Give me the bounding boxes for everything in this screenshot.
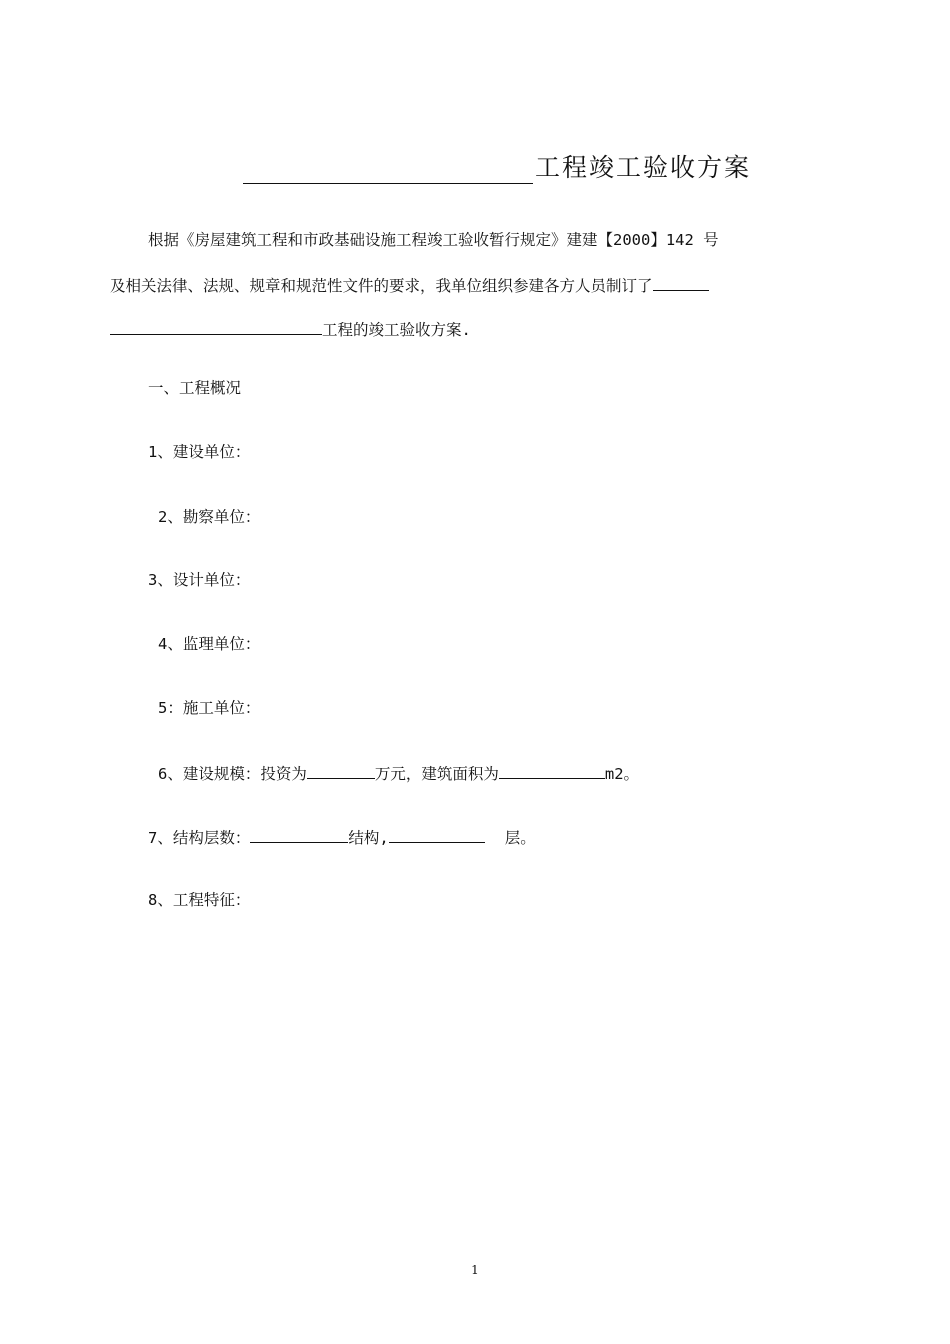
page-number: 1: [471, 1263, 479, 1277]
intro-line-1: 根据《房屋建筑工程和市政基础设施工程竣工验收暂行规定》建建【2000】142 号: [148, 231, 719, 249]
intro-blank-b[interactable]: [110, 318, 322, 335]
intro-line-3-text: 工程的竣工验收方案.: [322, 321, 471, 339]
area-blank[interactable]: [499, 762, 605, 779]
item-construction-scale: [158, 762, 639, 784]
section-heading: 一、工程概况: [148, 379, 242, 397]
project-name-blank[interactable]: [243, 153, 533, 184]
scale-label: 6、建设规模：投资为: [158, 765, 307, 783]
intro-line-2: [110, 274, 709, 296]
floors-unit: 层。: [504, 829, 536, 847]
intro-blank-a[interactable]: [653, 274, 709, 291]
structure-label: 7、结构层数：: [148, 829, 251, 847]
structure-mid: 结构,: [348, 829, 389, 847]
structure-type-blank[interactable]: [250, 826, 348, 843]
investment-blank[interactable]: [307, 762, 375, 779]
floors-blank[interactable]: [389, 826, 485, 843]
intro-line-3: [110, 318, 471, 340]
scale-unit: m2。: [604, 765, 640, 783]
document-title: [243, 144, 751, 184]
item-structure-floors: [148, 826, 536, 848]
intro-paragraph: [110, 230, 845, 340]
item-project-features: 8、工程特征：: [148, 891, 251, 909]
item-design-unit: 3、设计单位：: [148, 571, 251, 589]
item-contractor-unit: 5：施工单位：: [158, 699, 261, 717]
scale-mid: 万元，建筑面积为: [374, 765, 499, 783]
item-construction-unit: 1、建设单位：: [148, 443, 251, 461]
title-text: 工程竣工验收方案: [535, 153, 752, 182]
item-survey-unit: 2、勘察单位：: [158, 508, 261, 526]
item-supervision-unit: 4、监理单位：: [158, 635, 261, 653]
intro-line-2-text: 及相关法律、法规、规章和规范性文件的要求，我单位组织参建各方人员制订了: [110, 277, 653, 295]
